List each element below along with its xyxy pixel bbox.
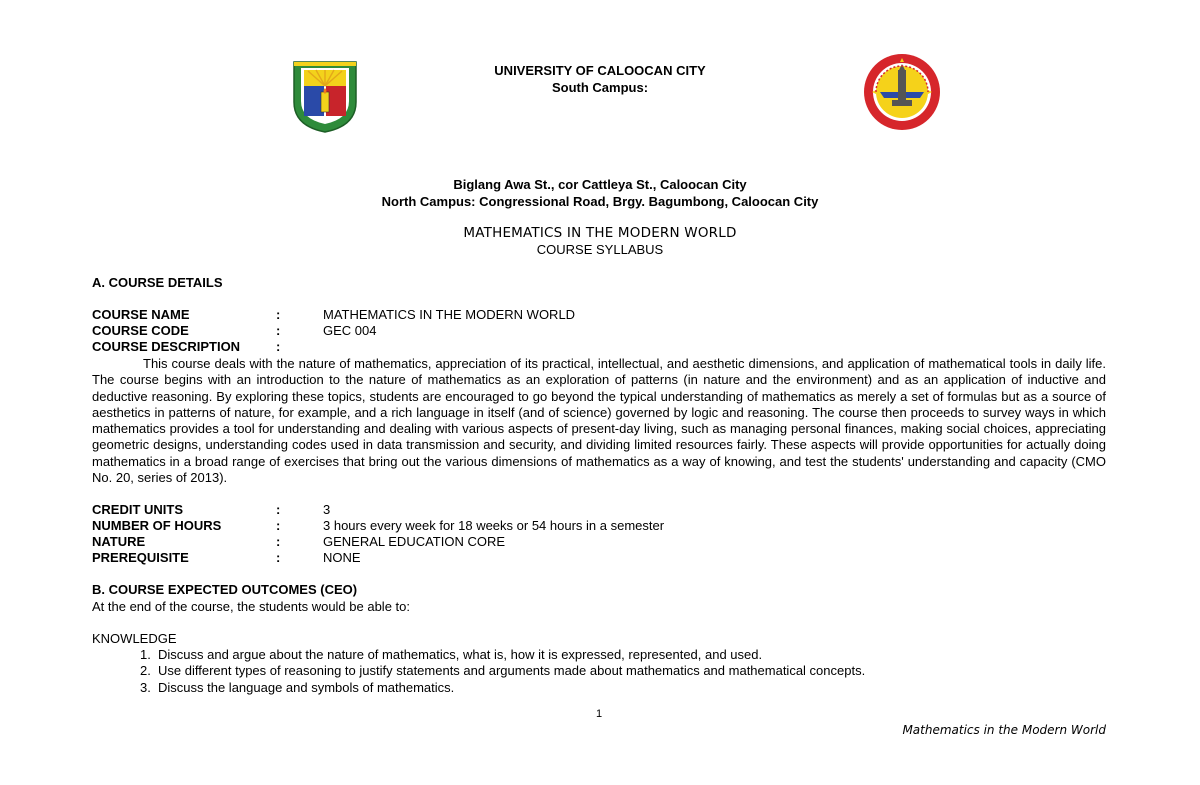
credit-units-value: 3 — [323, 502, 331, 517]
colon: : — [276, 339, 281, 354]
list-number: 3. — [140, 679, 151, 695]
colon: : — [276, 307, 281, 322]
list-item — [140, 680, 865, 696]
colon: : — [276, 502, 281, 517]
nature-value: GENERAL EDUCATION CORE — [323, 534, 506, 549]
number-of-hours-row — [92, 518, 1107, 534]
outcomes-intro: At the end of the course, the students would be able to: — [92, 599, 410, 614]
list-item — [140, 663, 865, 679]
list-number: 2. — [140, 663, 151, 679]
running-footer-title: Mathematics in the Modern World — [902, 723, 1106, 737]
university-name: UNIVERSITY OF CALOOCAN CITY — [494, 63, 706, 78]
campus-label: South Campus: — [551, 80, 649, 95]
nature-label: NATURE — [92, 534, 146, 549]
list-text: Use different types of reasoning to justify statements and arguments made about mathematics and mathematical concepts. — [158, 663, 866, 679]
colon: : — [276, 534, 281, 549]
colon: : — [276, 323, 281, 338]
course-title: MATHEMATICS IN THE MODERN WORLD — [463, 225, 737, 241]
list-number: 1. — [140, 647, 151, 662]
prerequisite-value: NONE — [323, 550, 361, 565]
knowledge-heading: KNOWLEDGE — [92, 631, 177, 646]
course-name-row — [92, 307, 1107, 323]
section-a-heading: A. COURSE DETAILS — [92, 275, 223, 290]
course-code-value: GEC 004 — [323, 323, 377, 338]
section-b-heading: B. COURSE EXPECTED OUTCOMES (CEO) — [92, 582, 358, 597]
list-text: Discuss and argue about the nature of mathematics, what is, how it is expressed, represented, and used. — [158, 647, 763, 662]
list-text: Discuss the language and symbols of mathematics. — [158, 679, 455, 695]
south-campus-address: Biglang Awa St., cor Cattleya St., Caloocan City — [453, 177, 747, 192]
course-code-row — [92, 323, 1107, 339]
prerequisite-label: PREREQUISITE — [92, 550, 189, 565]
course-description-row — [92, 339, 1107, 355]
course-code-label: COURSE CODE — [92, 323, 189, 338]
credit-units-row — [92, 502, 1107, 518]
course-description-text: This course deals with the nature of mathematics, appreciation of its practical, intellectual, and aesthetic dimensions, and application of mathematical tools in daily life. The course begins with an introduction to the nature of mathematics as an exploration of patterns (in nature and the environment) and as an application of inductive and deductive reasoning. By exploring these topics, students are encouraged to go beyond the typical understanding of mathematics as merely a set of formulas but as a source of aesthetics in patterns of nature, for example, and a rich language in itself (and of science) governed by logic and reasoning. The course then proceeds to survey ways in which mathematics provides a tool for understanding and dealing with various aspects of present-day living, such as managing personal finances, making social choices, appreciating geometric designs, understanding codes used in data transmission and security, and dividing limited resources fairly. These aspects will provide opportunities for actually doing mathematics in a broad range of exercises that bring out the various dimensions of mathematics as a way of knowing, and test the students' understanding and capacity (CMO No. 20, series of 2013). — [92, 356, 1106, 486]
colon: : — [276, 550, 281, 565]
page-number: 1 — [596, 708, 603, 720]
number-of-hours-label: NUMBER OF HOURS — [92, 518, 222, 533]
course-name-value: MATHEMATICS IN THE MODERN WORLD — [323, 307, 576, 322]
nature-row — [92, 534, 1107, 550]
number-of-hours-value: 3 hours every week for 18 weeks or 54 hours in a semester — [323, 518, 665, 533]
knowledge-outcomes-list — [140, 647, 865, 696]
north-campus-address: North Campus: Congressional Road, Brgy. Bagumbong, Caloocan City — [381, 194, 819, 209]
course-description-label: COURSE DESCRIPTION — [92, 339, 241, 354]
list-item — [140, 647, 865, 663]
course-name-label: COURSE NAME — [92, 307, 190, 322]
colon: : — [276, 518, 281, 533]
document-type: COURSE SYLLABUS — [536, 242, 664, 257]
credit-units-label: CREDIT UNITS — [92, 502, 183, 517]
prerequisite-row — [92, 550, 1107, 566]
